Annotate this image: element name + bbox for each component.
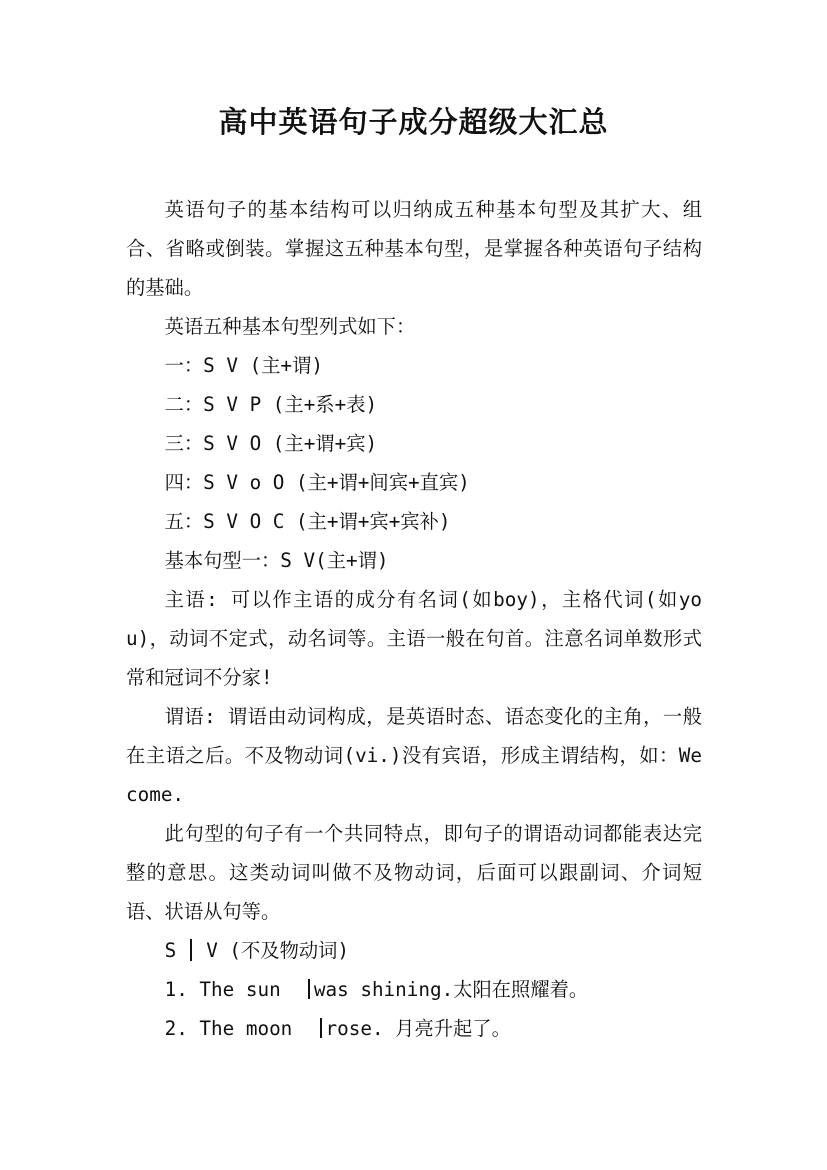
- divider-bar: [320, 1018, 322, 1038]
- predicate-paragraph: 谓语: 谓语由动词构成，是英语时态、语态变化的主角，一般在主语之后。不及物动词(vi.)没有宾语，形成主谓结构，如：We come.: [126, 705, 702, 806]
- pattern-item: 二：S V P (主+系+表): [164, 393, 378, 416]
- feature-paragraph: 此句型的句子有一个共同特点，即句子的谓语动词都能表达完整的意思。这类动词叫做不及物动词，后面可以跟副词、介词短语、状语从句等。: [126, 822, 702, 923]
- example-subject: 1. The sun: [164, 978, 281, 1001]
- document-body: [126, 190, 702, 1048]
- intro-paragraph: 英语句子的基本结构可以归纳成五种基本句型及其扩大、组合、省略或倒装。掌握这五种基本句型，是掌握各种英语句子结构的基础。: [126, 198, 702, 299]
- pattern-item: 一：S V (主+谓): [164, 354, 323, 377]
- structure-verb: V (不及物动词): [206, 939, 350, 962]
- section-heading: 基本句型一：S V(主+谓): [164, 549, 389, 572]
- pattern-item: 五：S V O C (主+谓+宾+宾补): [164, 510, 451, 533]
- document-title: 高中英语句子成分超级大汇总: [218, 105, 609, 139]
- example-sentence: [126, 1009, 702, 1048]
- divider-bar: [190, 939, 192, 961]
- structure-subject: S: [164, 939, 177, 962]
- example-predicate: rose. 月亮升起了。: [325, 1017, 511, 1040]
- pattern-item: 四：S V o O (主+谓+间宾+直宾): [164, 471, 470, 494]
- example-sentence: [126, 970, 702, 1009]
- structure-line: [126, 931, 702, 970]
- example-predicate: was shining.太阳在照耀着。: [313, 978, 589, 1001]
- subject-paragraph: 主语: 可以作主语的成分有名词(如boy)，主格代词(如you)，动词不定式，动名词等。主语一般在句首。注意名词单数形式常和冠词不分家!: [126, 588, 702, 689]
- divider-bar: [308, 979, 310, 999]
- example-subject: 2. The moon: [164, 1017, 293, 1040]
- pattern-item: 三：S V O (主+谓+宾): [164, 432, 378, 455]
- list-heading: 英语五种基本句型列式如下：: [164, 315, 416, 338]
